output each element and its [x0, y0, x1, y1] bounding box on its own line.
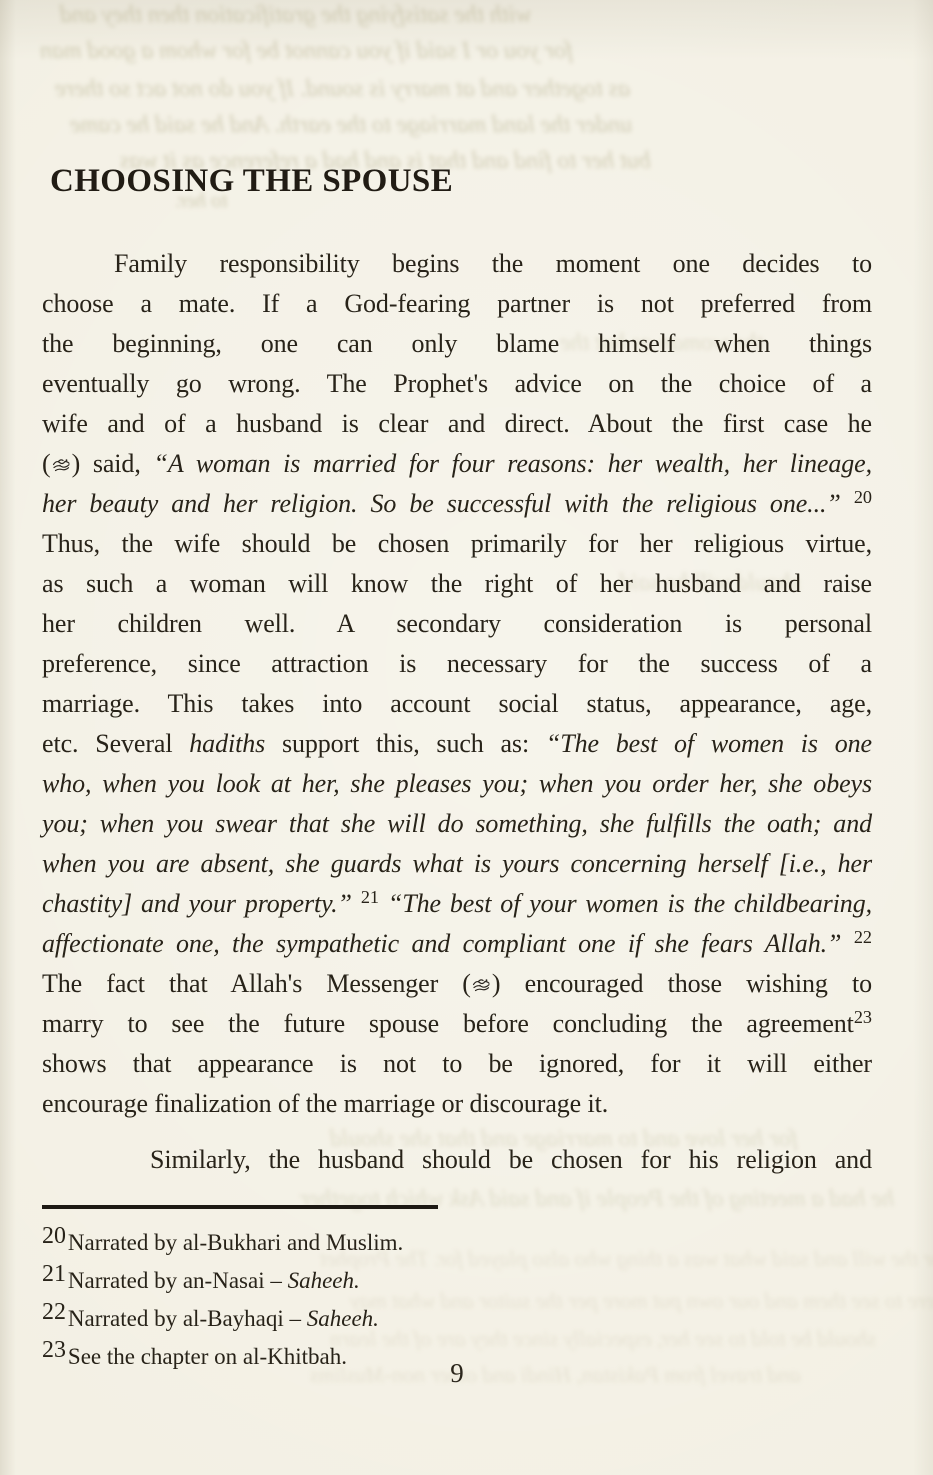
body-text-segment: Thus, the wife should be chosen primarily for her religious virtue, [42, 529, 872, 558]
body-text-segment: Narrated by al-Bayhaqi – [67, 1306, 307, 1331]
footnote-reference: 20 [853, 487, 872, 508]
text-line [42, 1044, 872, 1084]
text-line-content [42, 444, 872, 484]
ghost-line [55, 76, 630, 103]
text-line [42, 964, 872, 1004]
text-line [42, 604, 872, 644]
italic-quote-text: “The best of your women is the childbearing, [387, 889, 872, 918]
italic-quote-text: you; when you swear that she will do something, she fulfills the oath; and [42, 809, 872, 838]
body-text-segment: encourage finalization of the marriage or discourage it. [42, 1089, 609, 1118]
pbuh-calligraphy-icon [51, 457, 72, 474]
footnote-reference: 23 [853, 1007, 872, 1028]
text-line [42, 364, 872, 404]
text-line-content [42, 404, 872, 444]
text-line-content [42, 1004, 872, 1046]
body-text-segment: Similarly, the husband should be chosen for his religion and [150, 1145, 872, 1174]
footnote [42, 1300, 872, 1338]
italic-quote-text: when you are absent, she guards what is yours concerning herself [i.e., her [42, 849, 872, 878]
text-line [42, 924, 872, 964]
body-text-segment: etc. Several [42, 729, 190, 758]
footnote [42, 1224, 872, 1262]
footnote-separator [42, 1205, 438, 1209]
body-text-segment: marry to see the future spouse before concluding the agreement [42, 1009, 854, 1038]
text-line-content [114, 244, 872, 284]
ghost-line [70, 112, 632, 139]
text-line [42, 684, 872, 724]
body-text-segment: as such a woman will know the right of her husband and raise [42, 569, 872, 598]
text-line-content [42, 1044, 872, 1084]
body-text-segment: eventually go wrong. The Prophet's advice on the choice of a [42, 369, 872, 398]
text-line-content [42, 764, 872, 804]
footnote-number: 23 [42, 1337, 66, 1363]
body-text-segment: the beginning, one can only blame himself when things [42, 329, 872, 358]
italic-quote-text: Saheeh. [306, 1306, 379, 1331]
italic-quote-text: her beauty and her religion. So be successful with the religious one...” [42, 489, 854, 518]
text-line-content [42, 644, 872, 684]
text-line [42, 404, 872, 444]
text-line [42, 844, 872, 884]
text-line [42, 1140, 872, 1180]
body-text-segment: shows that appearance is not to be ignored, for it will either [42, 1049, 872, 1078]
text-line-content [42, 564, 872, 604]
text-line-content [150, 1140, 872, 1180]
text-line [42, 884, 872, 924]
page-number: 9 [450, 1358, 464, 1388]
text-line-content [42, 284, 872, 324]
text-line-content [42, 524, 872, 564]
text-line-content [42, 924, 872, 966]
body-text-segment: ) encouraged those wishing to [491, 969, 872, 998]
text-line-content [42, 1084, 608, 1124]
italic-quote-text: affectionate one, the sympathetic and compliant one if she fears Allah.” [42, 929, 854, 958]
text-line-content [42, 324, 872, 364]
text-line [42, 524, 872, 564]
text-line [42, 244, 872, 284]
text-line [42, 764, 872, 804]
body-text-segment: wife and of a husband is clear and direct. About the first case he [42, 409, 872, 438]
text-line [42, 1084, 872, 1124]
footnote-number: 20 [42, 1223, 66, 1249]
body-text-segment: her children well. A secondary consideration is personal [42, 609, 872, 638]
text-line-content [42, 964, 872, 1004]
text-line-content [42, 724, 872, 764]
body-text-segment: The fact that Allah's Messenger ( [42, 969, 471, 998]
footnote-number: 21 [42, 1261, 66, 1287]
footnotes [42, 1224, 872, 1376]
body-text-segment: Narrated by al-Bukhari and Muslim. [67, 1230, 404, 1255]
body-text-segment: ( [42, 449, 51, 478]
text-line-content [42, 844, 872, 884]
body-text-segment: See the chapter on al-Khitbah. [67, 1344, 347, 1369]
text-line [42, 1004, 872, 1044]
text-line-content [42, 884, 872, 926]
text-line [42, 804, 872, 844]
body-text-segment [379, 889, 388, 918]
text-line [42, 284, 872, 324]
italic-quote-text: who, when you look at her, she pleases you; when you order her, she obeys [42, 769, 872, 798]
ghost-line [60, 2, 531, 29]
body-text-segment: ) said, [71, 449, 154, 478]
text-line [42, 444, 872, 484]
text-line [42, 564, 872, 604]
text-line-content [42, 364, 872, 404]
pbuh-calligraphy-icon [471, 977, 492, 994]
italic-quote-text: “A woman is married for four reasons: her wealth, her lineage, [153, 449, 872, 478]
text-line-content [42, 604, 872, 644]
body-text-segment: Family responsibility begins the moment one decides to [114, 249, 872, 278]
italic-quote-text: chastity] and your property.” [42, 889, 361, 918]
italic-quote-text: Saheeh. [287, 1268, 360, 1293]
footnote-reference: 21 [360, 887, 379, 908]
text-line [42, 644, 872, 684]
text-line [42, 324, 872, 364]
body-text-segment: preference, since attraction is necessary for the success of a [42, 649, 872, 678]
body-text-segment: Narrated by an-Nasai – [67, 1268, 288, 1293]
body-text [42, 244, 872, 1180]
body-text-segment: choose a mate. If a God-fearing partner is not preferred from [42, 289, 872, 318]
footnote [42, 1262, 872, 1300]
text-line-content [42, 804, 872, 844]
footnote-reference: 22 [853, 927, 872, 948]
paragraph [42, 1140, 872, 1180]
pbuh-calligraphy-icon [471, 977, 492, 994]
italic-quote-text: hadiths [189, 729, 266, 758]
text-line [42, 484, 872, 524]
text-line [42, 724, 872, 764]
pbuh-calligraphy-icon [51, 457, 72, 474]
page-title: CHOOSING THE SPOUSE [50, 163, 454, 199]
body-text-segment: marriage. This takes into account social status, appearance, age, [42, 689, 872, 718]
italic-quote-text: “The best of women is one [545, 729, 872, 758]
ghost-line [40, 38, 573, 65]
body-text-segment: support this, such as: [265, 729, 546, 758]
footnote-number: 22 [42, 1299, 66, 1325]
paragraph [42, 244, 872, 1124]
text-line-content [42, 484, 872, 526]
text-line-content [42, 684, 872, 724]
